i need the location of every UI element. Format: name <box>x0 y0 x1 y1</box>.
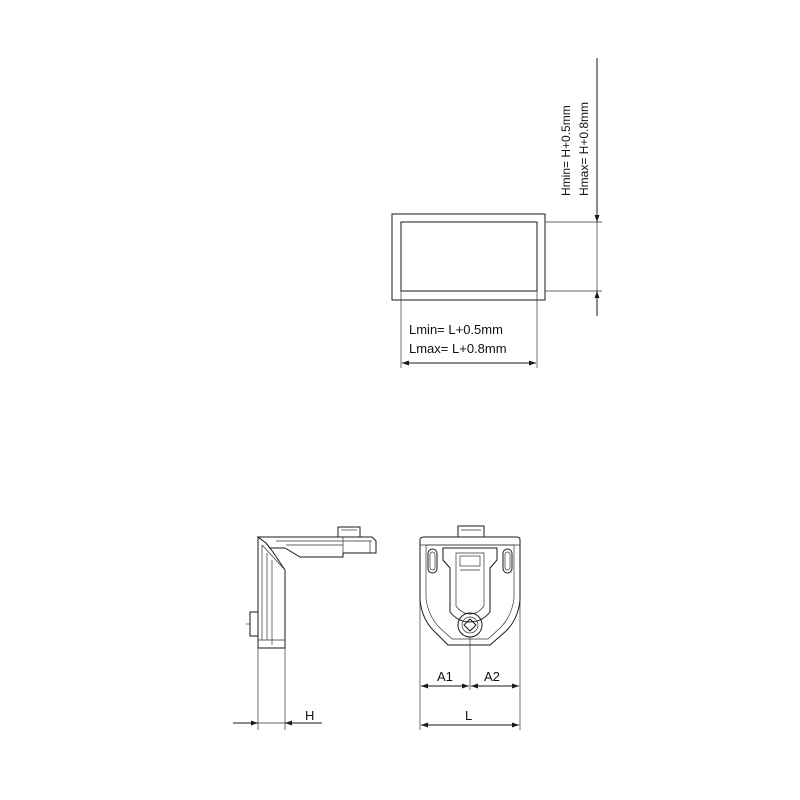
front-top-knob <box>458 526 484 537</box>
front-center-clip <box>443 548 497 622</box>
front-left-slot-inner <box>430 552 435 570</box>
hmin-label: Hmin= H+0.5mm <box>559 105 573 196</box>
front-body-inner-outline <box>426 545 514 639</box>
cutout-inner-rect <box>401 222 537 291</box>
front-right-slot <box>503 549 512 573</box>
front-screw-head-icon <box>464 619 476 631</box>
lmin-label: Lmin= L+0.5mm <box>409 322 503 337</box>
a1-label: A1 <box>437 669 453 684</box>
hmax-label: Hmax= H+0.8mm <box>577 101 591 196</box>
front-left-slot <box>428 549 437 573</box>
side-view <box>233 527 376 730</box>
side-top-knob <box>338 527 360 537</box>
front-right-slot-inner <box>505 552 510 570</box>
lmax-label: Lmax= L+0.8mm <box>409 341 507 356</box>
front-clip-window <box>460 556 480 566</box>
cutout-drawing <box>392 58 602 368</box>
side-body-diag <box>262 545 285 570</box>
side-tab <box>250 612 258 636</box>
side-top-flange <box>258 537 376 557</box>
h-label: H <box>305 708 315 723</box>
cutout-outer-rect <box>392 214 545 300</box>
a2-label: A2 <box>484 669 500 684</box>
l-label: L <box>465 708 473 723</box>
front-view <box>420 526 520 730</box>
front-screw-outer <box>458 613 482 637</box>
